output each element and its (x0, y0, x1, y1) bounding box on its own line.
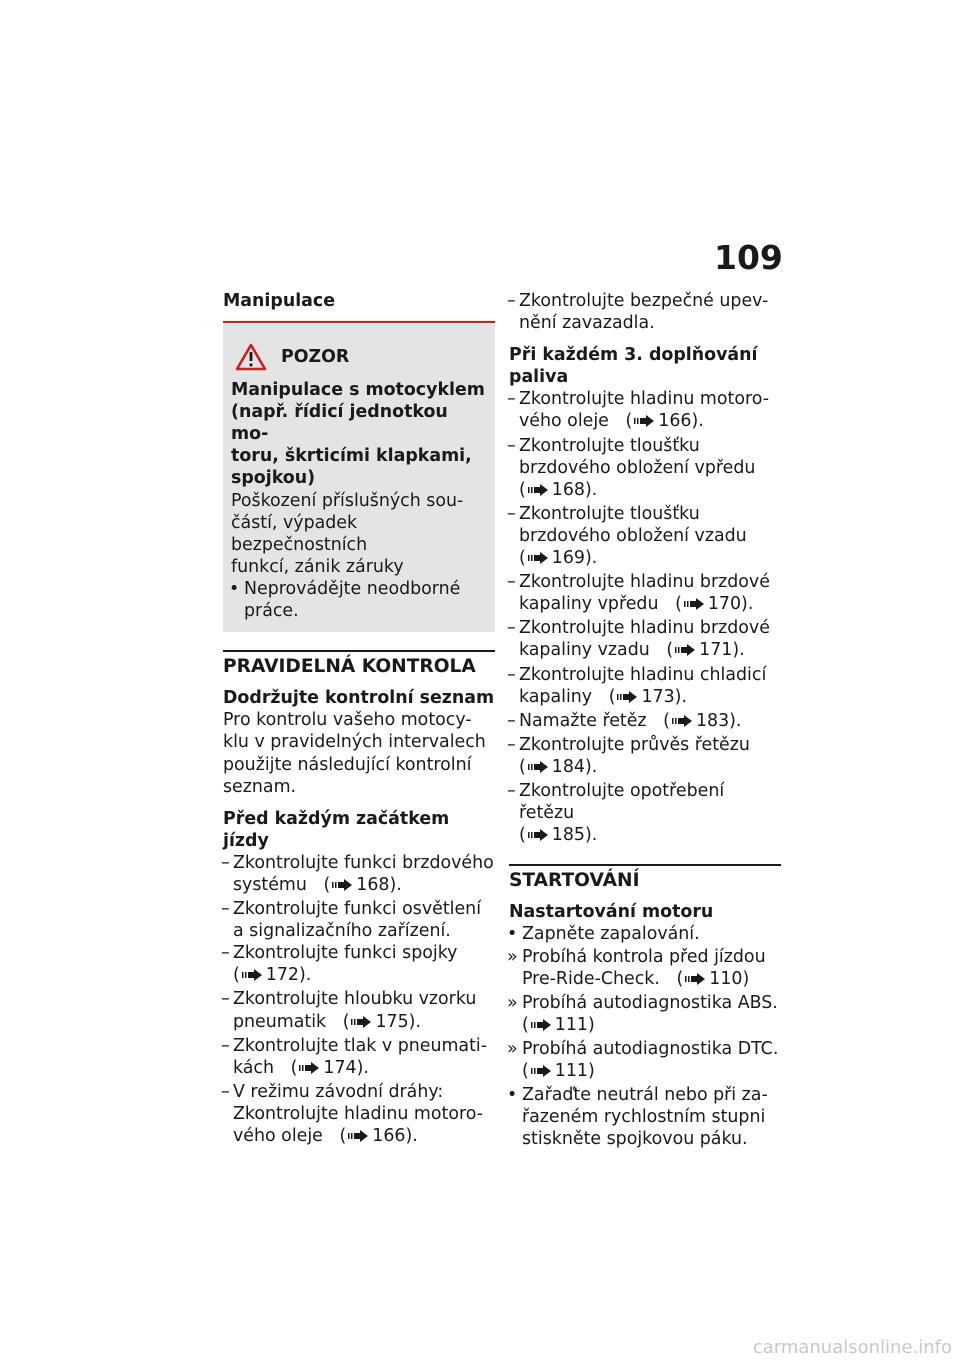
item-line-ref: pneumatik ( 175). (233, 1011, 495, 1035)
step-line: Zapněte zapalování. (522, 924, 700, 945)
item-line-ref: systému ( 168). (233, 874, 495, 898)
footer-watermark: carmanualsonline.info (752, 1337, 952, 1358)
page-reference[interactable]: 171). (699, 640, 745, 661)
step-line-ref: ( 111) (522, 1014, 781, 1038)
page-reference[interactable]: 169). (551, 548, 598, 569)
page-reference[interactable]: 166). (658, 411, 704, 432)
page-reference[interactable]: 185). (551, 825, 598, 846)
step-line: Probíhá kontrola před jízdou (522, 946, 766, 967)
page-reference[interactable]: 111) (554, 1061, 595, 1081)
warning-body-3: funkcí, zánik záruky (231, 556, 404, 577)
page-reference-arrow-icon (684, 970, 706, 992)
intro-line-3: použijte následující kontrolní (223, 754, 472, 775)
item-line-ref: vého oleje ( 166). (233, 1125, 495, 1149)
step-result (509, 992, 781, 1038)
result-arrow-icon: » (507, 946, 518, 967)
item-line: Zkontrolujte hladinu brzdové (519, 618, 770, 639)
item-line-ref: ( 185). (519, 824, 781, 848)
warning-body-1: Poškození příslušných sou- (231, 490, 464, 511)
item-line: Zkontrolujte tloušťku (519, 503, 700, 524)
bullet-icon: • (507, 1085, 518, 1106)
page-reference-arrow-icon (671, 712, 693, 734)
warning-triangle-icon (235, 343, 267, 371)
warning-header (231, 343, 487, 371)
page-reference[interactable]: 170). (707, 594, 754, 615)
page-reference-arrow-icon (674, 641, 696, 663)
item-line: Zkontrolujte hladinu brzdové (519, 572, 770, 593)
item-line: Zkontrolujte funkci spojky (233, 943, 458, 964)
page-reference-arrow-icon (530, 1016, 552, 1038)
bullet-icon: • (229, 578, 240, 599)
item-text: kapaliny vzadu (519, 640, 650, 661)
subheading-start-engine: Nastartování motoru (509, 902, 714, 923)
item-line-ref: vého oleje ( 166). (519, 410, 781, 434)
item-line: brzdového obložení vzadu (519, 525, 747, 546)
page-reference-arrow-icon (527, 549, 549, 571)
item-text: pneumatik (233, 1011, 327, 1032)
step-line: stiskněte spojkovou páku. (522, 1129, 748, 1150)
warning-bullet (231, 578, 487, 622)
warning-title-1: Manipulace s motocyklem (231, 380, 485, 401)
warning-box (223, 321, 495, 632)
item-line-ref: Namažte řetěz ( 183). (519, 710, 781, 734)
item-line-ref: ( 172). (233, 964, 495, 988)
warning-label: POZOR (281, 347, 350, 368)
step-line: řazeném rychlostním stupni (522, 1107, 766, 1128)
page-reference[interactable]: 172). (265, 965, 312, 986)
page-reference-arrow-icon (350, 1013, 372, 1035)
page-reference-arrow-icon (683, 595, 705, 617)
section-title-manipulace: Manipulace (223, 291, 336, 311)
item-line: Zkontrolujte opotřebení řetězu (519, 780, 725, 824)
list-item: – Zkontrolujte tlak v pneumati- kách ( 174). (223, 1035, 495, 1081)
page-reference[interactable]: 183). (695, 710, 742, 731)
item-line: Zkontrolujte hladinu chladicí (519, 664, 767, 685)
item-line-ref: kapaliny ( 173). (519, 686, 781, 710)
step-line-ref: Pre-Ride-Check. ( 110) (522, 968, 781, 992)
page-reference-arrow-icon (530, 1062, 552, 1084)
step-line-ref: ( 111) (522, 1060, 781, 1084)
page-reference[interactable]: 110) (709, 968, 750, 989)
item-line: Zkontrolujte tloušťku (519, 435, 700, 456)
item-line: a signalizačního zařízení. (233, 921, 451, 942)
step-result (509, 946, 781, 992)
list-item: – Zkontrolujte tloušťku brzdového obložení vpředu ( 168). (509, 435, 781, 503)
item-line-ref: kách ( 174). (233, 1057, 495, 1081)
warning-bullet-line-1: Neprovádějte neodborné (244, 578, 461, 599)
page-reference-arrow-icon (527, 826, 549, 848)
list-item: – Zkontrolujte hloubku vzorku pneumatik ( 175). (223, 988, 495, 1034)
list-item: – Zkontrolujte hladinu motoro- vého oleje ( 166). (509, 388, 781, 434)
list-item: – Zkontrolujte funkci spojky ( 172). (223, 942, 495, 988)
list-item: – Zkontrolujte funkci osvětlení a signalizačního zařízení. (223, 898, 495, 942)
item-text: kách (233, 1057, 275, 1078)
list-item: – Zkontrolujte hladinu brzdové kapaliny vpředu ( 170). (509, 571, 781, 617)
list-item: – Zkontrolujte tloušťku brzdového obložení vzadu ( 169). (509, 503, 781, 571)
step-text: Pre-Ride-Check. (522, 968, 660, 989)
step-line: Zařaďte neutrál nebo při za- (522, 1085, 768, 1106)
warning-title-4: spojkou) (231, 468, 316, 489)
step-line: Probíhá autodiagnostika ABS. (522, 992, 778, 1013)
step-result (509, 1038, 781, 1084)
list-item: – Namažte řetěz ( 183). (509, 710, 781, 734)
subheading-fuel-2: paliva (509, 367, 569, 388)
subheading-before-ride: Před každým začátkem jízdy (223, 808, 450, 851)
item-line: Zkontrolujte tlak v pneumati- (233, 1035, 488, 1056)
page-reference[interactable]: 168). (551, 479, 598, 500)
item-text: systému (233, 874, 307, 895)
item-line: Zkontrolujte hloubku vzorku (233, 989, 477, 1010)
warning-title-3: toru, škrticími klapkami, (231, 446, 472, 467)
item-text: Namažte řetěz (519, 710, 647, 731)
page-reference-arrow-icon (527, 481, 549, 503)
item-line: nění zavazadla. (519, 313, 655, 334)
item-line: brzdového obložení vpředu (519, 457, 756, 478)
list-item: – Zkontrolujte funkci brzdového systému ( 168). (223, 852, 495, 898)
bullet-icon: • (507, 924, 518, 945)
item-line-ref: ( 168). (519, 479, 781, 503)
list-item: – Zkontrolujte hladinu brzdové kapaliny vzadu ( 171). (509, 617, 781, 663)
page-reference[interactable]: 168). (356, 874, 402, 895)
item-line: Zkontrolujte bezpečné upev- (519, 291, 769, 311)
page-reference[interactable]: 175). (375, 1011, 421, 1032)
list-item: – Zkontrolujte bezpečné upev- nění zavazadla. (509, 290, 781, 334)
left-column (223, 290, 495, 1149)
item-line: Zkontrolujte průvěs řetězu (519, 734, 750, 755)
page-reference[interactable]: 184). (551, 756, 598, 777)
item-line: V režimu závodní dráhy: (233, 1081, 444, 1102)
page-reference[interactable]: 111) (554, 1014, 595, 1035)
page-reference-arrow-icon (331, 876, 353, 898)
step-action (509, 1084, 781, 1150)
page-reference[interactable]: 173). (641, 686, 687, 707)
page-reference-arrow-icon (347, 1127, 369, 1149)
item-line: Zkontrolujte funkci osvětlení (233, 899, 482, 920)
page-reference[interactable]: 174). (323, 1057, 369, 1078)
step-line: Probíhá autodiagnostika DTC. (522, 1038, 779, 1059)
warning-bullet-line-2: práce. (244, 601, 299, 622)
subheading-fuel-1: Při každém 3. doplňování (509, 345, 758, 366)
item-line-ref: ( 184). (519, 756, 781, 780)
list-item: – V režimu závodní dráhy: Zkontrolujte hladinu motoro- vého oleje ( 166). (223, 1081, 495, 1149)
item-line-ref: ( 169). (519, 547, 781, 571)
list-item: – Zkontrolujte průvěs řetězu ( 184). (509, 734, 781, 780)
page-reference-arrow-icon (241, 966, 263, 988)
page-reference[interactable]: 166). (372, 1126, 418, 1146)
item-line: Zkontrolujte hladinu motoro- (233, 1103, 483, 1124)
page-reference-arrow-icon (616, 688, 638, 710)
item-line-ref: kapaliny vzadu ( 171). (519, 639, 781, 663)
item-line: Zkontrolujte hladinu motoro- (519, 389, 769, 410)
warning-body-2: částí, výpadek bezpečnostních (231, 512, 368, 555)
result-arrow-icon: » (507, 1038, 518, 1059)
list-item: – Zkontrolujte hladinu chladicí kapaliny ( 173). (509, 664, 781, 710)
subheading-checklist: Dodržujte kontrolní seznam (223, 688, 495, 709)
item-text: vého oleje (519, 411, 609, 432)
item-text: kapaliny vpředu (519, 594, 659, 615)
page-number: 109 (714, 238, 783, 277)
warning-title-2: (např. řídicí jednotkou mo- (231, 402, 448, 445)
page-reference-arrow-icon (298, 1059, 320, 1081)
page-reference-arrow-icon (633, 412, 655, 434)
item-text: kapaliny (519, 686, 593, 707)
intro-line-1: Pro kontrolu vašeho motocy- (223, 710, 472, 731)
item-text: vého oleje (233, 1126, 323, 1146)
result-arrow-icon: » (507, 992, 518, 1013)
item-line: Zkontrolujte funkci brzdového (233, 852, 494, 873)
right-column (509, 290, 781, 1150)
item-line-ref: kapaliny vpředu ( 170). (519, 593, 781, 617)
intro-line-4: seznam. (223, 776, 297, 797)
step-action (509, 923, 781, 945)
intro-line-2: klu v pravidelných intervalech (223, 732, 486, 753)
heading-pravidelna-kontrola: PRAVIDELNÁ KONTROLA (223, 650, 495, 678)
list-item: – Zkontrolujte opotřebení řetězu ( 185). (509, 780, 781, 848)
heading-startovani: STARTOVÁNÍ (509, 864, 781, 892)
page-reference-arrow-icon (527, 758, 549, 780)
